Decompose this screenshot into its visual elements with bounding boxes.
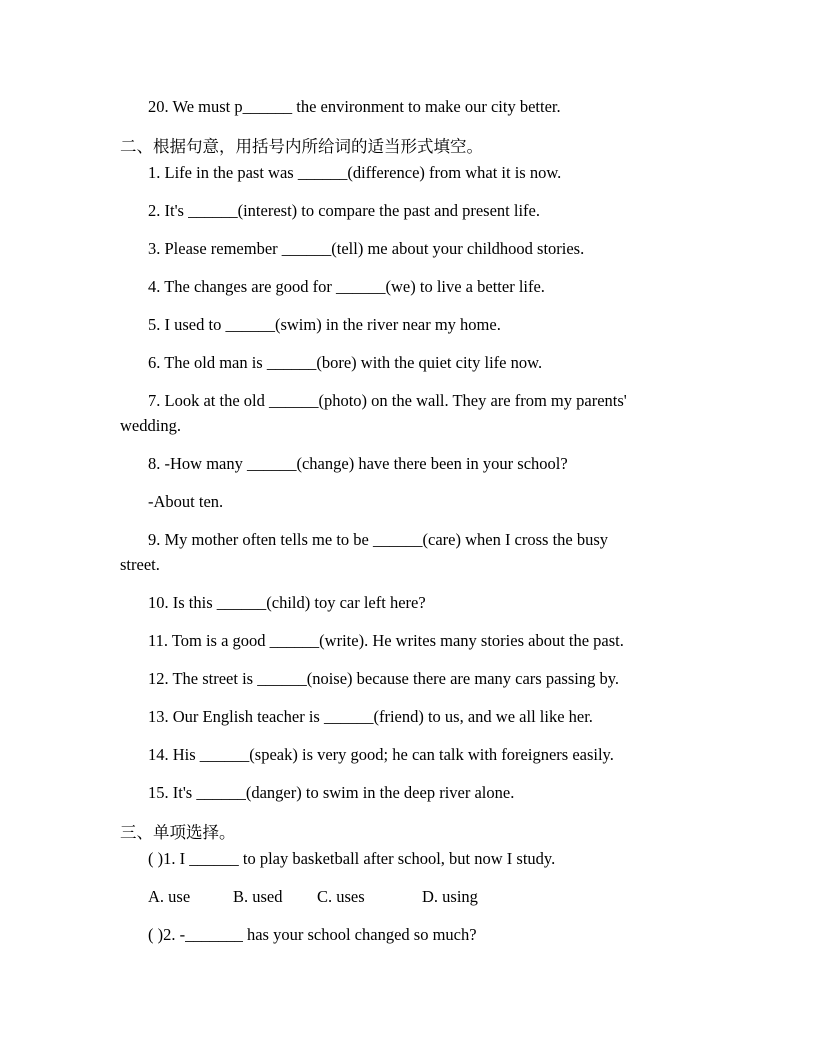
s2-question-12: 12. The street is ______(noise) because there are many cars passing by. xyxy=(148,669,620,688)
s2-question-9: 9. My mother often tells me to be ______(care) when I cross the busy xyxy=(148,530,609,549)
s2-question-3: 3. Please remember ______(tell) me about your childhood stories. xyxy=(148,239,585,258)
question-20: 20. We must p______ the environment to make our city better. xyxy=(148,97,561,116)
s2-question-4: 4. The changes are good for ______(we) to live a better life. xyxy=(148,277,545,296)
option-b: B. used xyxy=(233,887,283,906)
s2-question-6: 6. The old man is ______(bore) with the quiet city life now. xyxy=(148,353,543,372)
section-2-heading: 二、根据句意，用括号内所给词的适当形式填空。 xyxy=(120,137,483,156)
s2-question-10: 10. Is this ______(child) toy car left here? xyxy=(148,593,426,612)
s2-question-9-cont: street. xyxy=(120,555,160,574)
s2-question-8: 8. -How many ______(change) have there been in your school? xyxy=(148,454,568,473)
s2-question-7: 7. Look at the old ______(photo) on the wall. They are from my parents' xyxy=(148,391,627,410)
section-3-heading: 三、单项选择。 xyxy=(120,823,236,842)
s2-question-14: 14. His ______(speak) is very good; he can talk with foreigners easily. xyxy=(148,745,614,764)
s2-question-13: 13. Our English teacher is ______(friend) to us, and we all like her. xyxy=(148,707,593,726)
s3-question-1: ( )1. I ______ to play basketball after school, but now I study. xyxy=(148,849,556,868)
option-d: D. using xyxy=(422,887,478,906)
option-a: A. use xyxy=(148,887,191,906)
s2-question-15: 15. It's ______(danger) to swim in the deep river alone. xyxy=(148,783,515,802)
s2-question-8-answer: -About ten. xyxy=(148,492,224,511)
s3-question-2: ( )2. -_______ has your school changed so much? xyxy=(148,925,477,944)
s2-question-2: 2. It's ______(interest) to compare the past and present life. xyxy=(148,201,540,220)
option-c: C. uses xyxy=(317,887,365,906)
s2-question-7-cont: wedding. xyxy=(120,416,181,435)
s2-question-5: 5. I used to ______(swim) in the river near my home. xyxy=(148,315,501,334)
s2-question-11: 11. Tom is a good ______(write). He writes many stories about the past. xyxy=(148,631,624,650)
s2-question-1: 1. Life in the past was ______(difference) from what it is now. xyxy=(148,163,562,182)
